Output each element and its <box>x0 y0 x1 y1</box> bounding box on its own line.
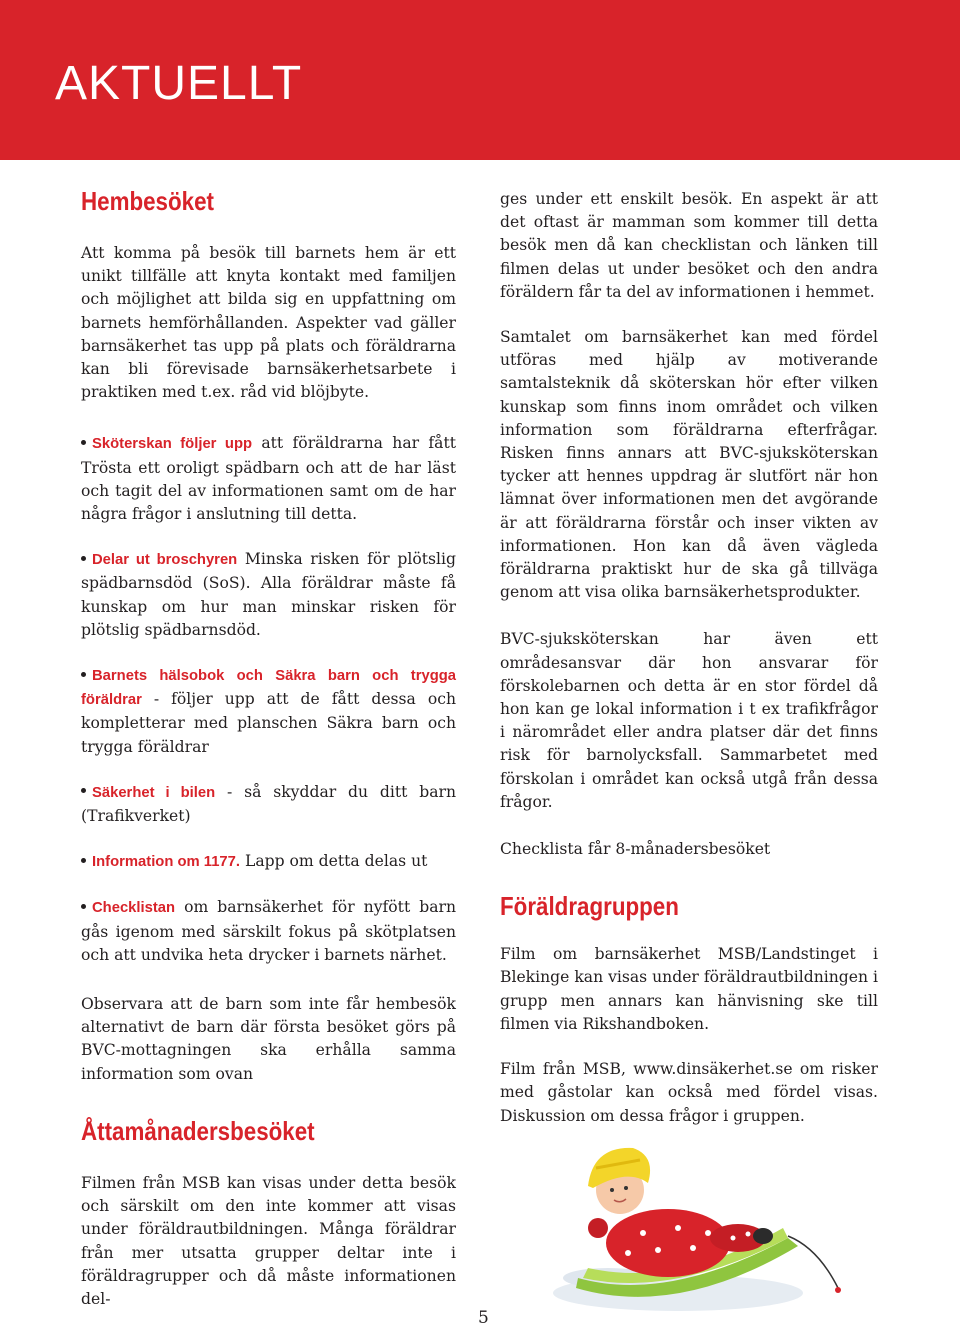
page-title: AKTUELLT <box>55 57 303 110</box>
bullet-key: Barnets hälsobok och Säkra barn och trygga föräldrar <box>81 668 456 709</box>
observe-paragraph: Observara att de barn som inte får hembesök alternativt de barn där första besöket görs på BVC-mottagningen ska erhålla samma information som ovan <box>81 995 456 1083</box>
bullet-item <box>81 548 456 642</box>
bullet-item <box>81 896 456 967</box>
bullet-text: - så skyddar du ditt barn (Trafikverket) <box>81 782 457 826</box>
bullet-item <box>81 432 456 526</box>
bullet-key: Checklistan <box>92 900 176 917</box>
right-paragraph-2: Samtalet om barnsäkerhet kan med fördel utföras med hjälp av motiverande samtalsteknik då sköterskan hör efter vilken kunskap som finns inom området och vilken information som föräldrarna efterfrågar. Risken finns annars att BVC-sjuksköterskan tycker att hennes uppdrag är slutfört när hon lämnat över informationen men det avgörande är att föräldrarna förstår och inser vikten av informationen. Hon kan då även vägleda föräldrarna praktiskt hur de ska gå tillväga genom att visa olika barnsäkerhetsprodukter. <box>500 328 878 602</box>
right-column <box>500 188 878 1128</box>
sled-icon <box>548 1128 848 1318</box>
bullet-item <box>81 664 456 759</box>
bullet-text: - följer upp att de fått dessa och kompletterar med planschen Säkra barn och trygga föräldrar <box>81 690 456 756</box>
bullet-icon <box>81 788 86 793</box>
bullet-key: Information om 1177. <box>92 854 241 871</box>
bullet-item <box>81 781 456 828</box>
right-paragraph-3: BVC-sjuksköterskan har även ett områdesansvar där hon ansvarar för förskolebarnen och detta är en stor fördel då hon kan ge lokal information i t ex trafikfrågor i närområdet eller andra platser där det finns risk för barnolycksfall. Sammarbetet med förskolan i området kan också utgå från dessa frågor. <box>500 630 878 811</box>
right-paragraph-4: Checklista får 8-månadersbesöket <box>500 840 771 859</box>
bullet-key: Sköterskan följer upp <box>92 436 253 453</box>
right-paragraph-1: ges under ett enskilt besök. En aspekt är att det oftast är mamman som kommer till detta besök men då kan checklistan och länken till filmen delas ut under besöket och den andra föräldern får ta del av informationen i hemmet. <box>500 190 878 301</box>
bullet-text: Minska risken för plötslig spädbarnsdöd (SoS). Alla föräldrar måste få kunskap om hur man minskar risken för plötslig spädbarnsdöd. <box>81 550 456 639</box>
bullet-text: om barnsäkerhet för nyfött barn gås igenom med särskilt fokus på skötplatsen och att undvika heta drycker i barnets närhet. <box>81 898 456 964</box>
film-paragraph: Filmen från MSB kan visas under detta besök och särskilt om den inte kommer att visas under föräldrautbildningen. Många föräldrar från mer utsatta grupper deltar inte i föräldragrupper och då måste informationen del- <box>81 1173 456 1308</box>
right-paragraph-5: Film om barnsäkerhet MSB/Landstinget i Blekinge kan visas under föräldrautbildningen i grupp men annars kan hänvisning ske till filmen via Rikshandboken. <box>500 945 878 1033</box>
bullet-key: Delar ut broschyren <box>92 552 238 569</box>
page-number: 5 <box>478 1308 489 1328</box>
bullet-icon <box>81 556 86 561</box>
heading-foraldragruppen: Föräldragruppen <box>500 891 679 922</box>
intro-paragraph: Att komma på besök till barnets hem är ett unikt tillfälle att knyta kontakt med familjen och möjlighet att bilda sig en uppfattning om barnets hemförhållanden. Aspekter vad gäller barnsäkerhet tas upp på plats och föräldrarna kan bli förevisade barnsäkerhetsarbete i praktiken med t.ex. råd vid blöjbyte. <box>81 244 456 402</box>
bullet-text: Lapp om detta delas ut <box>240 852 428 871</box>
bullet-key: Säkerhet i bilen <box>92 784 216 801</box>
bullet-icon <box>81 858 86 863</box>
bullet-item <box>81 850 456 874</box>
left-column <box>81 186 456 1311</box>
bullet-text: att föräldrarna har fått Trösta ett oroligt spädbarn och att de har läst och tagit del av informationen samt om de har några frågor i anslutning till detta. <box>81 434 457 524</box>
bullet-icon <box>81 440 86 445</box>
header-banner <box>0 0 960 160</box>
right-paragraph-6: Film från MSB, www.dinsäkerhet.se om risker med gåstolar kan också med fördel visas. Diskussion om dessa frågor i gruppen. <box>500 1060 878 1125</box>
child-on-sled-illustration <box>548 1128 848 1318</box>
heading-hembesoket: Hembesöket <box>81 186 214 216</box>
bullet-icon <box>81 904 86 909</box>
heading-attamanadersbesoket: Åttamånadersbesöket <box>81 1115 315 1146</box>
bullet-icon <box>81 672 86 677</box>
